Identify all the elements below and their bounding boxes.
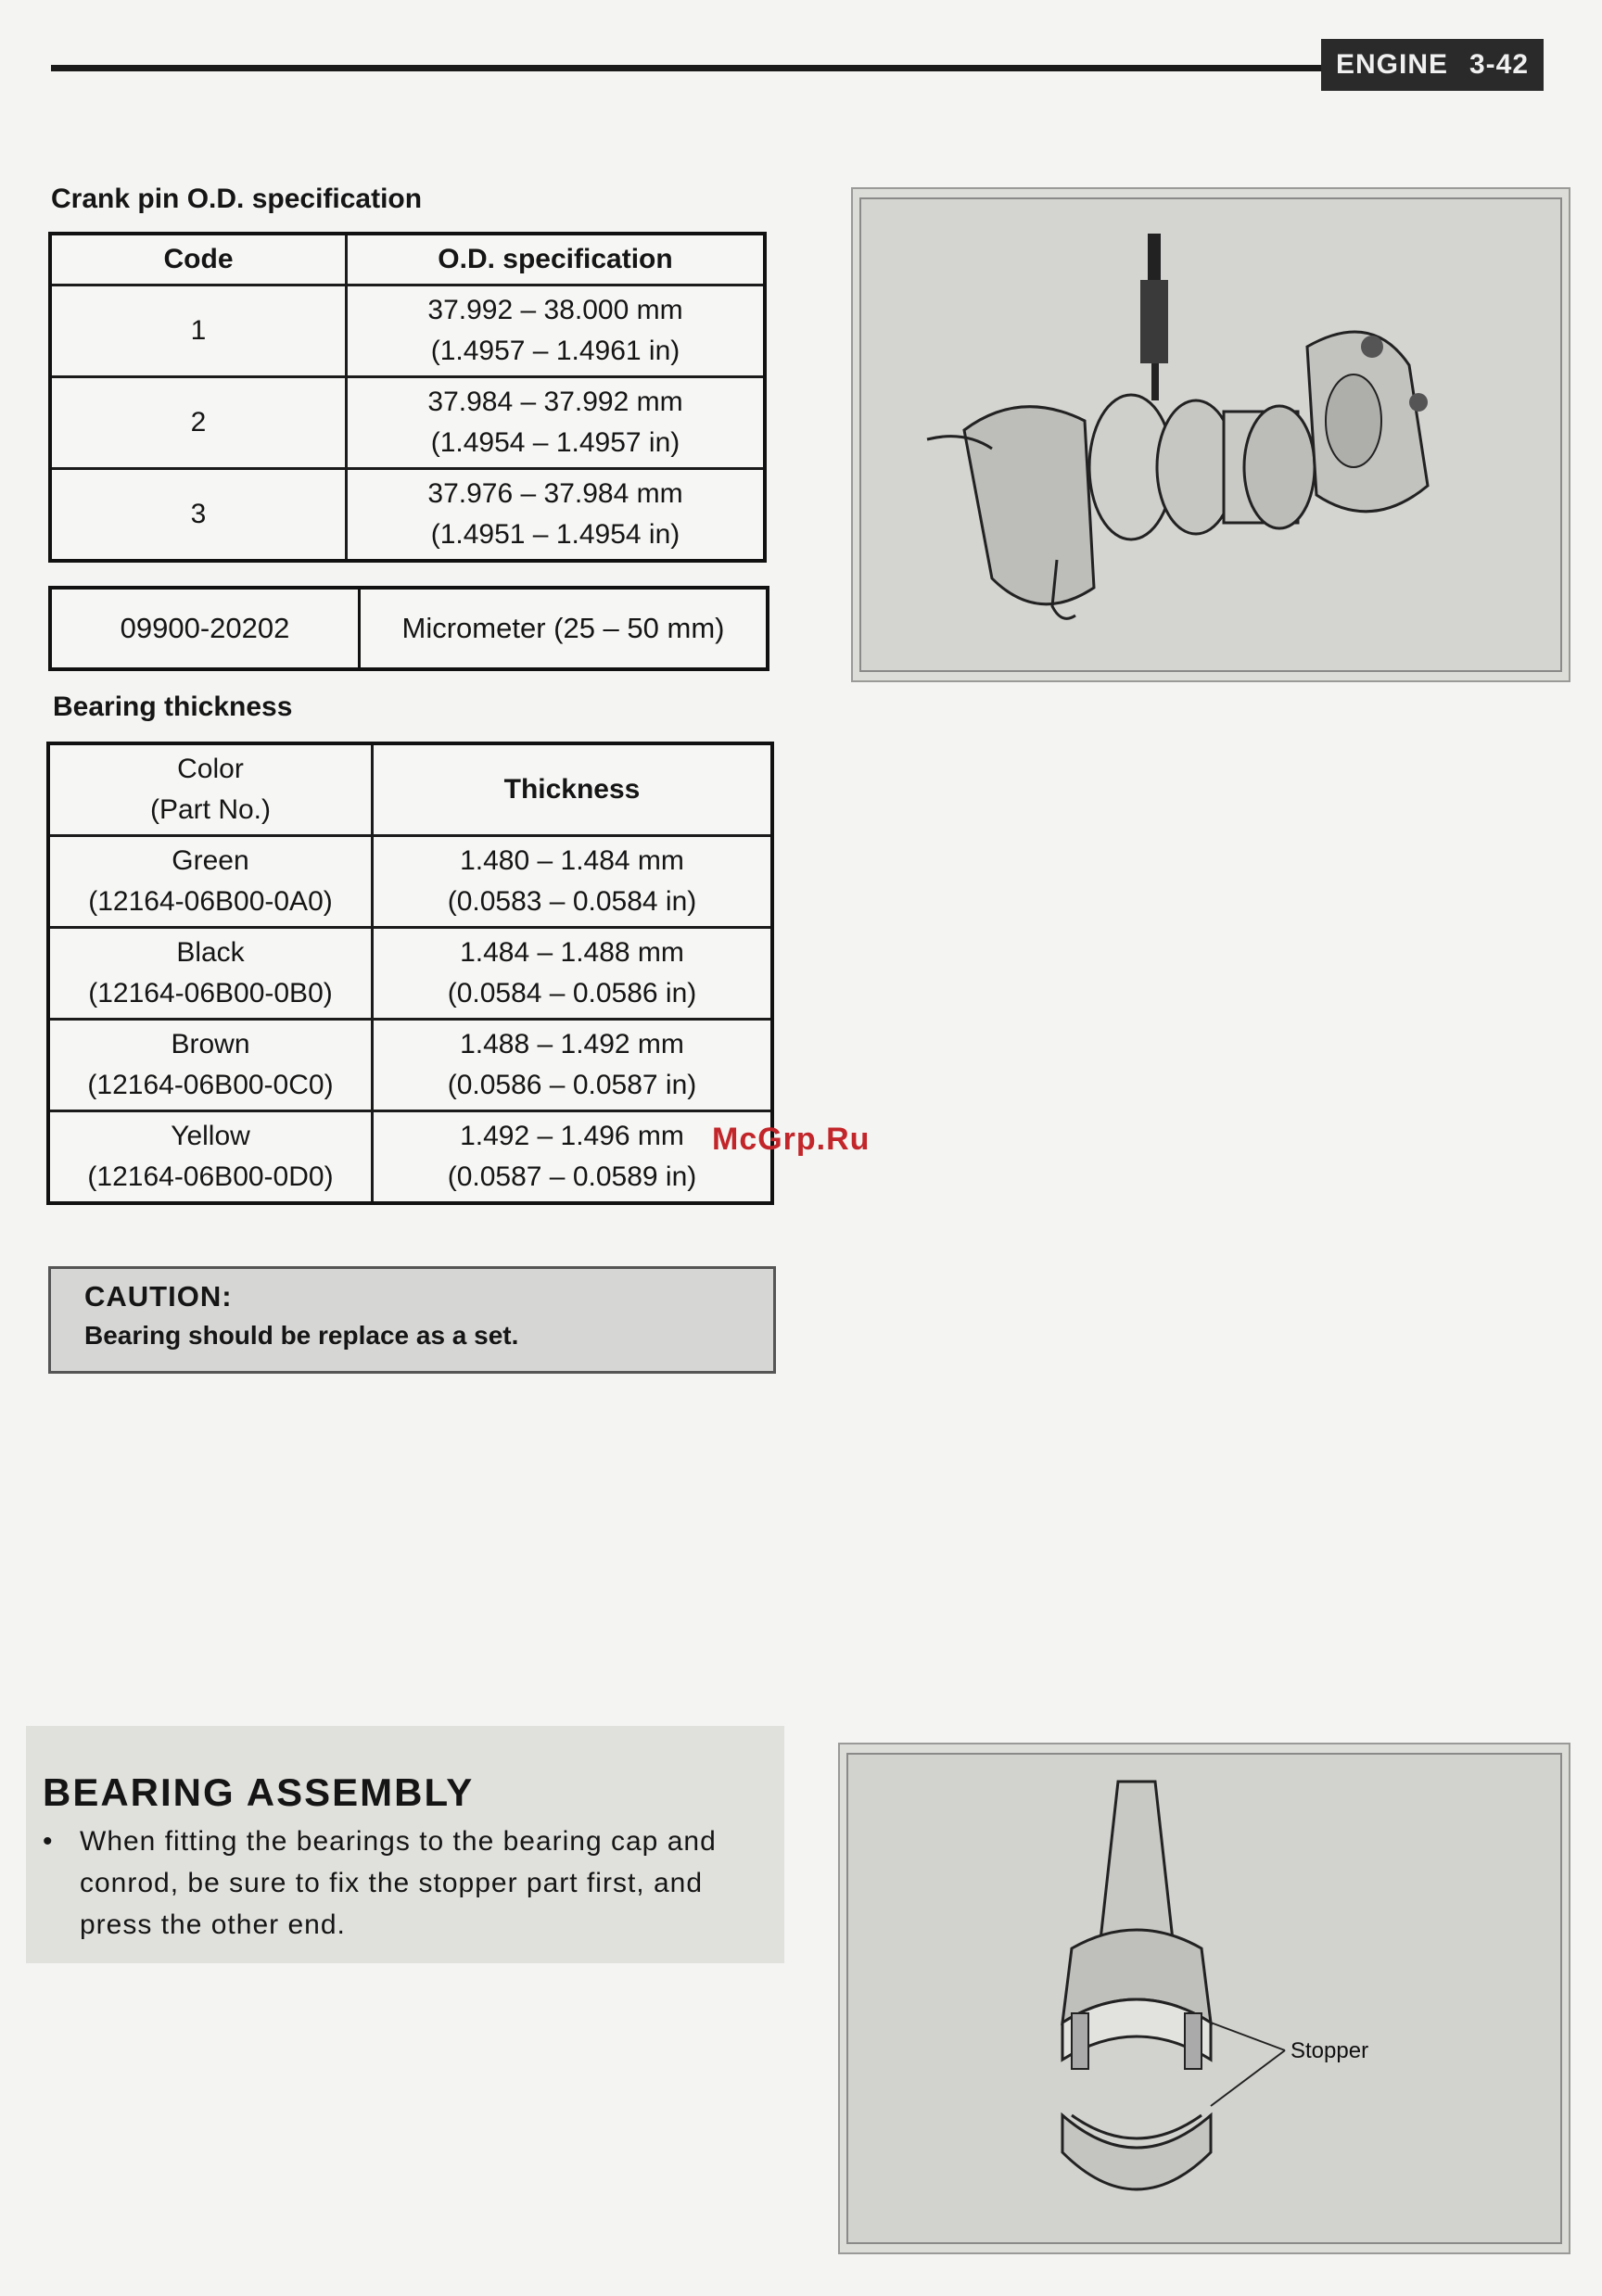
- code-cell: 1: [50, 285, 347, 377]
- crankshaft-micrometer-figure: [851, 187, 1570, 682]
- caution-box: [48, 1266, 776, 1374]
- section-title: BEARING ASSEMBLY: [43, 1770, 475, 1814]
- color-cell: Black (12164-06B00-0B0): [48, 928, 373, 1020]
- crankshaft-drawing: [853, 189, 1569, 680]
- code-cell: 2: [50, 377, 347, 469]
- color-cell: Green (12164-06B00-0A0): [48, 836, 373, 928]
- table-row: [50, 285, 765, 377]
- tool-code: 09900-20202: [52, 590, 361, 667]
- section-text: When fitting the bearings to the bearing cap and conrod, be sure to fix the stopper part first, and press the other end.: [80, 1826, 717, 1940]
- stopper-label: Stopper: [1290, 2038, 1369, 2063]
- special-tool-box: [48, 586, 769, 671]
- color-cell: Yellow (12164-06B00-0D0): [48, 1111, 373, 1204]
- thickness-cell: 1.488 – 1.492 mm (0.0586 – 0.0587 in): [373, 1020, 773, 1111]
- page-number: 3-42: [1468, 49, 1529, 80]
- watermark: McGrp.Ru: [712, 1122, 871, 1157]
- code-cell: 3: [50, 469, 347, 562]
- thickness-cell: 1.484 – 1.488 mm (0.0584 – 0.0586 in): [373, 928, 773, 1020]
- table-row: [48, 1111, 772, 1204]
- table-row: [48, 1020, 772, 1111]
- caution-text: Bearing should be replace as a set.: [84, 1321, 519, 1350]
- bearing-assembly-section: [26, 1726, 784, 1963]
- crank-pin-table: [48, 232, 767, 563]
- spec-cell: 37.992 – 38.000 mm (1.4957 – 1.4961 in): [347, 285, 766, 377]
- thickness-cell: 1.480 – 1.484 mm (0.0583 – 0.0584 in): [373, 836, 773, 928]
- section-body: [43, 1820, 775, 1946]
- bearing-thickness-title: Bearing thickness: [53, 691, 293, 722]
- col-thickness: Thickness: [373, 743, 773, 836]
- conrod-bearing-figure: [838, 1743, 1570, 2254]
- page-header: [1321, 39, 1544, 91]
- table-row: [50, 377, 765, 469]
- col-color-part: Color (Part No.): [48, 743, 373, 836]
- color-cell: Brown (12164-06B00-0C0): [48, 1020, 373, 1111]
- table-row: [48, 928, 772, 1020]
- col-code: Code: [50, 234, 347, 285]
- caution-heading: CAUTION:: [84, 1280, 233, 1313]
- table-row: [50, 469, 765, 562]
- bearing-thickness-table: [46, 742, 774, 1205]
- conrod-drawing: [840, 1744, 1569, 2252]
- header-rule: [51, 65, 1321, 71]
- col-od-spec: O.D. specification: [347, 234, 766, 285]
- bullet-icon: •: [43, 1826, 54, 1857]
- header-section: ENGINE: [1336, 49, 1449, 80]
- spec-cell: 37.976 – 37.984 mm (1.4951 – 1.4954 in): [347, 469, 766, 562]
- thickness-cell: 1.492 – 1.496 mm (0.0587 – 0.0589 in): [373, 1111, 773, 1204]
- spec-cell: 37.984 – 37.992 mm (1.4954 – 1.4957 in): [347, 377, 766, 469]
- tool-name: Micrometer (25 – 50 mm): [401, 612, 725, 644]
- table-row: [48, 836, 772, 928]
- crank-pin-title: Crank pin O.D. specification: [51, 184, 423, 214]
